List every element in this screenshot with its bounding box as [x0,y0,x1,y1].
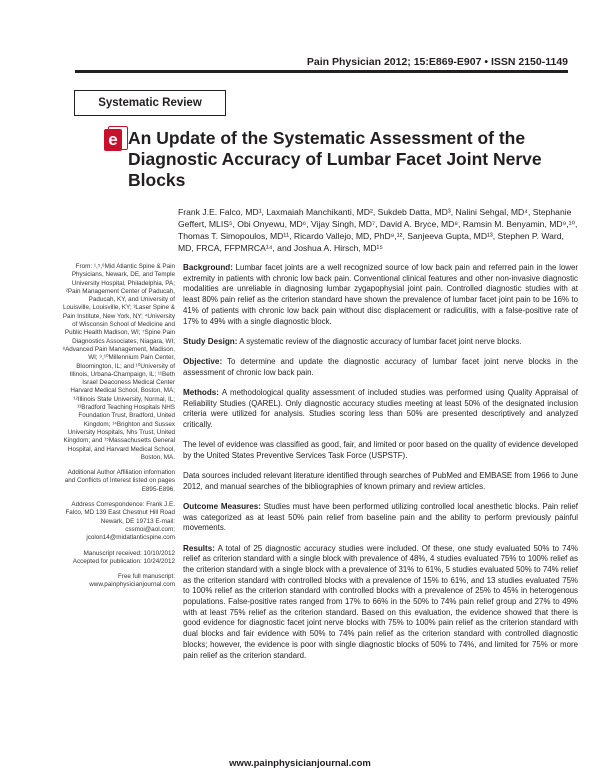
text-background: Lumbar facet joints are a well recognized source of low back pain and referred pain in the lower extremity in patients with chronic low back pain. Conventional clinical features and other non-invasive diagnostic modalities are unreliable in diagnosing lumbar zygapophysial joint pain. Controlled diagnostic studies with at least 80% pain relief as the criterion standard have shown the prevalence of lumbar facet joint pain to be 16% to 41% of patients with chronic low back pain without disc displacement or radiculitis, with a false-positive rate of 17% to 49% with a single diagnostic block. [183,263,578,326]
article-category-box [74,90,226,116]
text-results: A total of 25 diagnostic accuracy studies were included. Of these, one study evaluated 50% to 74% relief as criterion standard with a single block with prevalence of 48%, 4 studies evaluated 75% to 100% relief as the criterion standard with a single block with a prevalence of 31% to 61%, 5 studies evaluated 50% to 74% relief as the criterion standard with controlled blocks with a prevalence of 15% to 61%, and 13 studies evaluated 75% to 100% relief as the criterion standard with controlled blocks with a prevalence of 25% to 45% in heterogenous populations. False-positive rates ranged from 17% to 66% in the 50% to 74% pain relief group and 27% to 49% with at least 75% relief as the criterion standard. Based on this evaluation, the evidence showed that there is good evidence for diagnostic facet joint nerve blocks with 75% to 100% pain relief as the criterion standard with dual blocks and fair evidence with 50% to 74% pain relief as the criterion standard with controlled diagnostic blocks; however, the evidence is poor with single diagnostic blocks of 50% to 74%, and limited for 75% or more pain relief as the criterion standard. [183,543,578,660]
correspondence: Address Correspondence: Frank J.E. Falco, MD 139 East Chestnut Hill Road Newark, DE 19713 E-mail: cssmoi@aol.com; jcolon14@midatlanticspine.com [65,501,175,542]
abstract-sources: Data sources included relevant literature identified through searches of PubMed and EMBASE from 1966 to June 2012, and manual searches of the bibliographies of known primary and review articles. [183,471,578,491]
text-outcome: Studies must have been performed utilizing controlled local anesthetic blocks. Pain relief was categorized as at least 50% pain relief from baseline pain and the ability to perform previously painful movements. [183,501,579,533]
text-methods: A methodological quality assessment of included studies was performed using Quality Appraisal of Reliability Studies (QAREL). Only diagnostic accuracy studies meeting at least 50% of the designated inclusion criteria were utilized for analysis. Studies scoring less than 50% are presented descriptively and analyzed critically. [183,387,578,429]
abstract-background [183,263,578,327]
epub-icon: e [104,129,122,151]
abstract-results [183,544,578,662]
text-objective: To determine and update the diagnostic accuracy of lumbar facet joint nerve blocks in the assessment of chronic low back pain. [183,356,578,377]
heading-outcome: Outcome Measures: [183,501,261,511]
additional-info: Additional Author Affiliation information and Conflicts of Interest listed on pages E895-E896. [64,469,175,493]
abstract [183,263,578,671]
abstract-methods [183,388,578,431]
heading-objective: Objective: [183,356,223,366]
article-title: An Update of the Systematic Assessment of the Diagnostic Accuracy of Lumbar Facet Joint Nerve Blocks [128,128,542,190]
sidebar-notes [60,263,175,597]
author-list: Frank J.E. Falco, MD¹, Laxmaiah Manchikanti, MD², Sukdeb Datta, MD³, Nalini Sehgal, MD⁴, Stephanie Geffert, MLIS⁵, Obi Onyewu, MD⁶, Vijay Singh, MD⁷, David A. Bryce, MD⁸, Ramsin M. Benyamin, MD⁹,¹⁰, Thomas T. Simopoulos, MD¹¹, Ricardo Vallejo, MD, PhD⁹,¹², Sanjeeva Gupta, MD¹³, Stephen P. Ward, MD, FRCA, FFPMRCA¹⁴, and Joshua A. Hirsch, MD¹⁵ [178,207,578,254]
manuscript-dates: Manuscript received: 10/10/2012 Accepted for publication: 10/24/2012 [72,549,175,565]
journal-citation: Pain Physician 2012; 15:E869-E907 • ISSN 2150-1149 [306,56,568,68]
abstract-evidence: The level of evidence was classified as good, fair, and limited or poor based on the quality of evidence developed by the United States Preventive Services Task Force (USPSTF). [183,440,578,460]
header-rule [75,70,568,73]
abstract-outcome [183,502,578,534]
footer-url[interactable]: www.painphysicianjournal.com [229,758,371,769]
abstract-design [183,337,578,348]
heading-methods: Methods: [183,387,219,397]
heading-background: Background: [183,263,233,272]
heading-design: Study Design: [183,336,238,346]
heading-results: Results: [183,543,215,553]
free-manuscript-note: Free full manuscript: www.painphysicianjournal.com [89,573,175,589]
text-design: A systematic review of the diagnostic accuracy of lumbar facet joint nerve blocks. [239,336,522,346]
abstract-objective [183,357,578,378]
affiliations: From: ¹,⁵,⁶Mid Atlantic Spine & Pain Physicians, Newark, DE, and Temple University Hospital, Philadelphia, PA; ²Pain Management Center of Paducah, Paducah, KY, and University of Louisville, Louisville, KY; ³Laser Spine & Pain Institute, New York, NY; ⁴University of Wisconsin School of Medicine and Public Health Madison, WI; ⁷Spine Pain Diagnostics Associates, Niagara, WI; ⁸Advanced Pain Management, Madison, WI; ⁹,¹⁰Millennium Pain Center, Bloomington, IL; and ¹⁰University of Illinois, Urbana-Champaign, IL; ¹¹Beth Israel Deaconess Medical Center Harvard Medical School, Boston, MA; ¹²Illinois State University, Normal, IL; ¹³Bradford Teaching Hospitals NHS Foundation Trust, Bradford, United Kingdom; ¹⁴Brighton and Sussex University Hospitals, Nhs Trust, United Kingdom; and ¹⁵Massachusetts General Hospital, and Harvard Medical School, Boston, MA. [62,263,175,461]
article-category: Systematic Review [98,97,202,109]
